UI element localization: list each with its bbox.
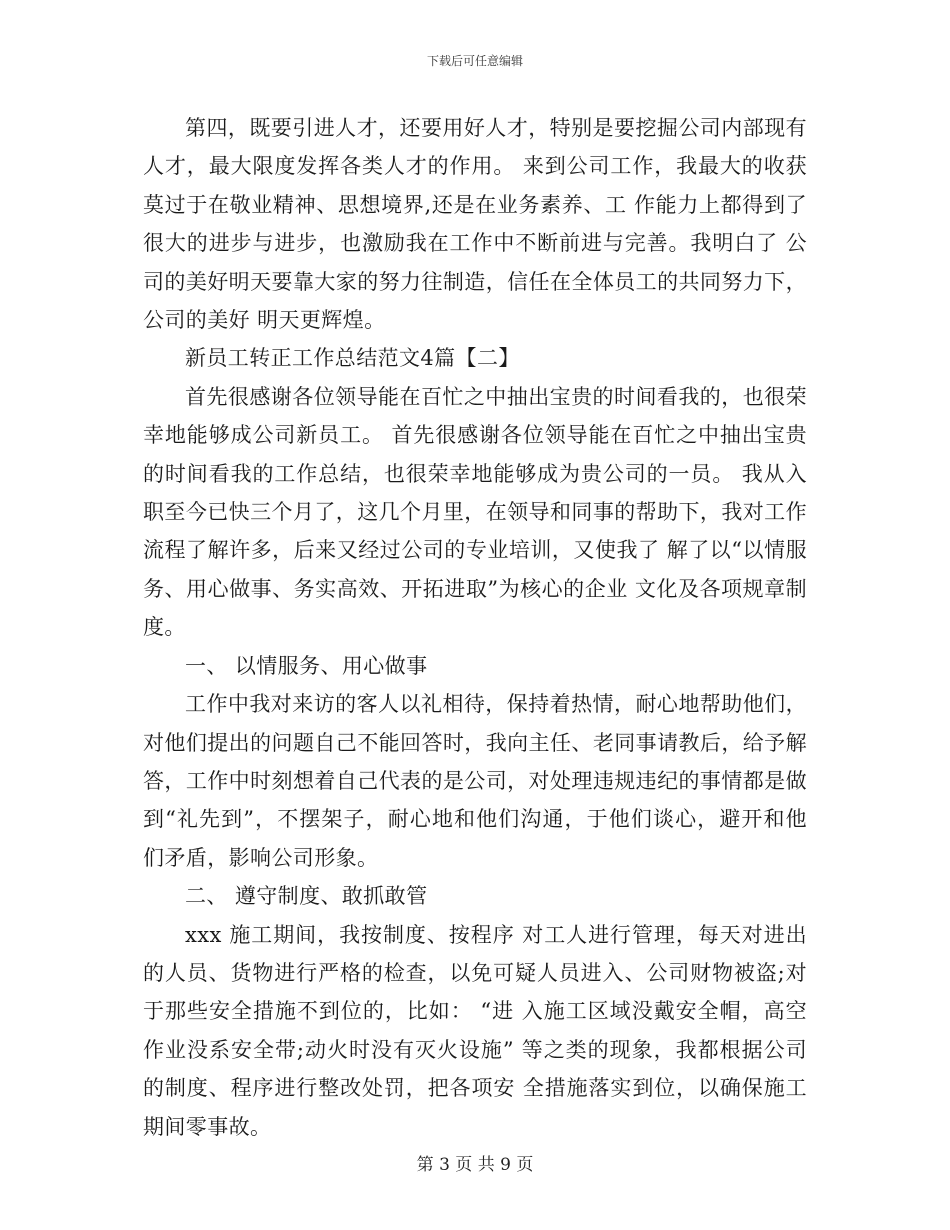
paragraph-thanks: 首先很感谢各位领导能在百忙之中抽出宝贵的时间看我的，也很荣幸地能够成公司新员工。 首先很感谢各位领导能在百忙之中抽出宝贵的时间看我的工作总结，也很荣幸地能够成为贵公司的一员。 我从入职至今已快三个月了，这几个月里，在领导和同事的帮助下，我对工作流程了解许多，后来又经过公司的专业培训，又使我了 解了以“以情服务、用心做事、务实高效、开拓进取”为核心的企业 文化及各项规章制度。 bbox=[143, 384, 807, 640]
subheading-rules: 二、 遵守制度、敢抓敢管 bbox=[185, 884, 428, 909]
paragraph-service: 工作中我对来访的客人以礼相待，保持着热情，耐心地帮助他们，对他们提出的问题自己不能回答时，我向主任、老同事请教后，给予解答，工作中时刻想着自己代表的是公司，对处理违规违纪的事情都是做到“礼先到”，不摆架子，耐心地和他们沟通，于他们谈心，避开和他们矛盾，影响公司形象。 bbox=[143, 692, 807, 870]
subheading-service: 一、 以情服务、用心做事 bbox=[185, 653, 428, 678]
section-heading-two: 新员工转正工作总结范文4篇【二】 bbox=[185, 346, 520, 371]
paragraph-talent: 第四，既要引进人才，还要用好人才，特别是要挖掘公司内部现有人才，最大限度发挥各类人才的作用。 来到公司工作，我最大的收获莫过于在敬业精神、思想境界,还是在业务素养、工 作能力上都得到了很大的进步与进步，也激励我在工作中不断前进与完善。我明白了 公司的美好明天要靠大家的努力往制造，信任在全体员工的共同努力下，公司的美好 明天更辉煌。 bbox=[143, 116, 807, 333]
page-footer: 第 3 页 共 9 页 bbox=[416, 1155, 534, 1175]
document-body bbox=[143, 109, 807, 1146]
paragraph-rules: xxx 施工期间，我按制度、按程序 对工人进行管理，每天对进出的人员、货物进行严格的检查，以免可疑人员进入、公司财物被盗;对于那些安全措施不到位的，比如： “进 入施工区域没戴安全帽，高空作业没系安全带;动火时没有灭火设施” 等之类的现象，我都根据公司的制度、程序进行整改处罚，把各项安 全措施落实到位，以确保施工期间零事故。 bbox=[143, 922, 807, 1139]
page-header: 下载后可任意编辑 bbox=[426, 54, 523, 68]
